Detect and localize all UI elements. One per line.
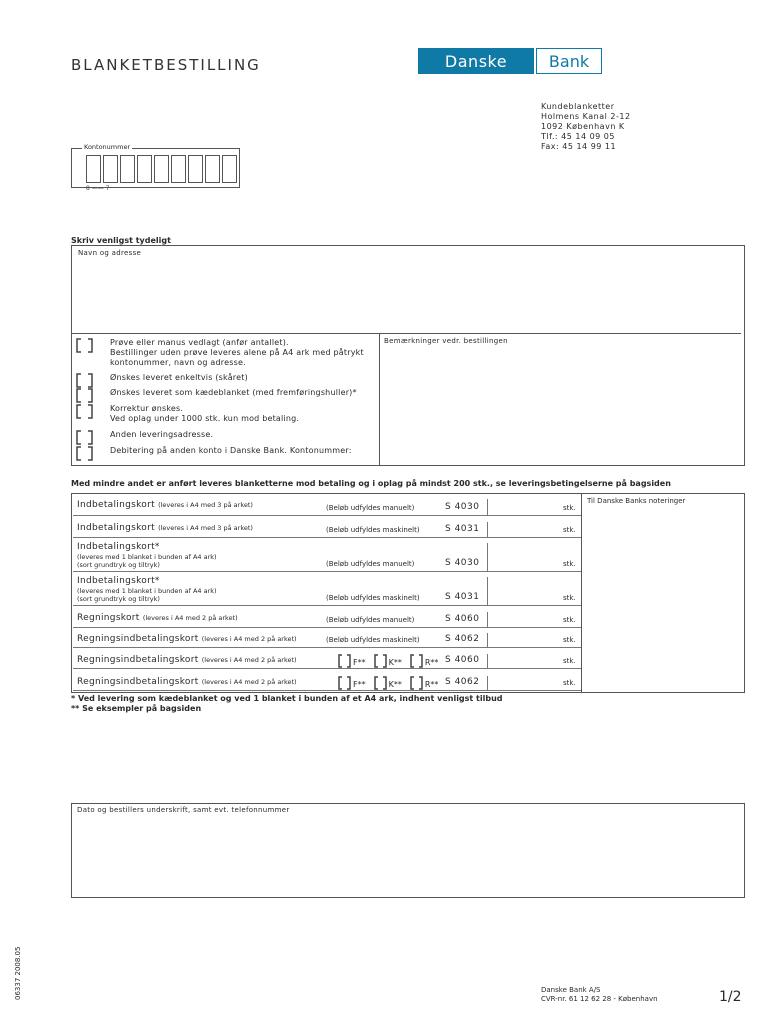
quantity-field[interactable] bbox=[488, 520, 558, 537]
page-title: BLANKETBESTILLING bbox=[71, 56, 261, 74]
row-underline bbox=[73, 537, 581, 538]
row-method: (Beløb udfyldes manuelt) bbox=[326, 560, 415, 568]
logo-danske: Danske bbox=[418, 48, 534, 74]
bracket-checkbox-icon bbox=[410, 654, 423, 668]
account-digit-box[interactable] bbox=[103, 155, 118, 183]
footnote: * Ved levering som kædeblanket og ved 1 blanket i bunden af et A4 ark, indhent venligst tilbud bbox=[71, 694, 503, 703]
row-product-detail: (sort grundtryk og tiltryk) bbox=[77, 595, 160, 603]
divider bbox=[581, 493, 582, 693]
row-unit: stk. bbox=[563, 657, 576, 665]
option-text: Korrektur ønskes. bbox=[110, 404, 184, 413]
row-underline bbox=[73, 690, 581, 691]
delivery-notice: Med mindre andet er anført leveres blanketterne mod betaling og i oplag på mindst 200 stk., se leveringsbetingelserne på bagsiden bbox=[71, 479, 671, 488]
row-product-name: Indbetalingskort bbox=[77, 500, 155, 510]
option-text: Ønskes leveret som kædeblanket (med fremføringshuller)* bbox=[110, 388, 357, 397]
row-product bbox=[77, 542, 160, 552]
row-method: (Beløb udfyldes manuelt) bbox=[326, 504, 415, 512]
row-product-name: Indbetalingskort* bbox=[77, 576, 160, 586]
row-product-detail: (leveres med 1 blanket i bunden af A4 ark) bbox=[77, 587, 217, 595]
row-product bbox=[77, 523, 253, 533]
address-line: 1092 København K bbox=[541, 122, 625, 131]
quantity-field[interactable] bbox=[488, 631, 558, 647]
quantity-field[interactable] bbox=[488, 573, 558, 605]
row-unit: stk. bbox=[563, 594, 576, 602]
bracket-checkbox-icon bbox=[410, 676, 423, 690]
row-product-detail: (sort grundtryk og tiltryk) bbox=[77, 561, 160, 569]
row-product-name: Indbetalingskort* bbox=[77, 542, 160, 552]
fkr-label: F** bbox=[353, 657, 366, 667]
quantity-field[interactable] bbox=[488, 497, 558, 515]
row-product bbox=[77, 677, 297, 687]
name-address-label: Navn og adresse bbox=[78, 249, 142, 257]
row-product-note: (leveres i A4 med 2 på arket) bbox=[201, 635, 297, 643]
account-scale: 8 —— 7 bbox=[86, 185, 110, 192]
address-line: Tlf.: 45 14 09 05 bbox=[541, 132, 615, 141]
bracket-checkbox-icon bbox=[76, 430, 93, 445]
page-number: 1/2 bbox=[719, 989, 742, 1005]
row-product-name: Regningskort bbox=[77, 613, 140, 623]
row-code: S 4062 bbox=[445, 634, 480, 644]
table-row bbox=[73, 520, 581, 537]
row-unit: stk. bbox=[563, 636, 576, 644]
table-row bbox=[73, 674, 581, 690]
row-method: (Beløb udfyldes maskinelt) bbox=[326, 526, 420, 534]
option-text: Ved oplag under 1000 stk. kun mod betaling. bbox=[110, 414, 300, 423]
bracket-checkbox-icon bbox=[76, 446, 93, 461]
account-digit-box[interactable] bbox=[188, 155, 203, 183]
row-unit: stk. bbox=[563, 679, 576, 687]
row-product-note: (leveres i A4 med 2 på arket) bbox=[201, 678, 297, 686]
bracket-checkbox-icon bbox=[76, 373, 93, 388]
row-method: (Beløb udfyldes maskinelt) bbox=[326, 594, 420, 602]
row-product bbox=[77, 613, 238, 623]
option-checkbox[interactable] bbox=[76, 404, 93, 423]
option-text: kontonummer, navn og adresse. bbox=[110, 358, 246, 367]
account-number-label: Kontonummer bbox=[84, 143, 131, 151]
row-product-note: (leveres i A4 med 3 på arket) bbox=[158, 524, 253, 532]
bracket-checkbox-icon bbox=[338, 676, 351, 690]
row-code: S 4030 bbox=[445, 558, 480, 568]
bracket-checkbox-icon bbox=[338, 654, 351, 668]
row-method: (Beløb udfyldes maskinelt) bbox=[326, 636, 420, 644]
row-product-name: Regningsindbetalingskort bbox=[77, 634, 199, 644]
row-underline bbox=[73, 605, 581, 606]
footer-cvr: CVR-nr. 61 12 62 28 - København bbox=[541, 995, 658, 1003]
remarks-label: Bemærkninger vedr. bestillingen bbox=[384, 337, 508, 345]
row-code: S 4060 bbox=[445, 655, 480, 665]
write-clearly-label: Skriv venligst tydeligt bbox=[71, 236, 171, 245]
row-product bbox=[77, 634, 297, 644]
row-product bbox=[77, 576, 160, 586]
row-underline bbox=[73, 647, 581, 648]
account-digit-box[interactable] bbox=[137, 155, 152, 183]
quantity-field[interactable] bbox=[488, 610, 558, 627]
address-line: Kundeblanketter bbox=[541, 102, 615, 111]
row-code: S 4030 bbox=[445, 502, 480, 512]
bracket-checkbox-icon bbox=[76, 388, 93, 403]
fkr-label: R** bbox=[424, 657, 439, 667]
option-checkbox[interactable] bbox=[76, 338, 93, 357]
row-underline bbox=[73, 668, 581, 669]
fkr-label: K** bbox=[388, 657, 402, 667]
row-product bbox=[77, 500, 253, 510]
account-digit-box[interactable] bbox=[86, 155, 101, 183]
table-row bbox=[73, 631, 581, 647]
row-unit: stk. bbox=[563, 616, 576, 624]
row-underline bbox=[73, 627, 581, 628]
row-code: S 4062 bbox=[445, 677, 480, 687]
bracket-checkbox-icon bbox=[76, 404, 93, 419]
row-code: S 4060 bbox=[445, 614, 480, 624]
signature-field[interactable] bbox=[71, 803, 745, 898]
quantity-field[interactable] bbox=[488, 652, 558, 668]
row-product-note: (leveres i A4 med 2 på arket) bbox=[201, 656, 297, 664]
account-digit-box[interactable] bbox=[222, 155, 237, 183]
bracket-checkbox-icon bbox=[374, 676, 387, 690]
fkr-label: K** bbox=[388, 679, 402, 689]
signature-label: Dato og bestillers underskrift, samt evt. telefonnummer bbox=[77, 806, 290, 814]
table-row bbox=[73, 539, 581, 571]
row-underline bbox=[73, 571, 581, 572]
row-unit: stk. bbox=[563, 560, 576, 568]
row-product-note: (leveres i A4 med 2 på arket) bbox=[142, 614, 238, 622]
option-text: Anden leveringsadresse. bbox=[110, 430, 214, 439]
fkr-label: F** bbox=[353, 679, 366, 689]
table-row bbox=[73, 573, 581, 605]
logo-bank: Bank bbox=[536, 48, 602, 74]
account-digit-box[interactable] bbox=[171, 155, 186, 183]
row-underline bbox=[73, 515, 581, 516]
divider bbox=[379, 333, 380, 465]
fkr-label: R** bbox=[424, 679, 439, 689]
option-text: Prøve eller manus vedlagt (anfør antallet). bbox=[110, 338, 289, 347]
account-digit-box[interactable] bbox=[120, 155, 135, 183]
row-method: (Beløb udfyldes manuelt) bbox=[326, 616, 415, 624]
row-code: S 4031 bbox=[445, 524, 480, 534]
option-text: Ønskes leveret enkeltvis (skåret) bbox=[110, 373, 248, 382]
footnotes bbox=[71, 694, 503, 714]
option-text: Debitering på anden konto i Danske Bank. Kontonummer: bbox=[110, 446, 352, 455]
row-code: S 4031 bbox=[445, 592, 480, 602]
row-product-name: Regningsindbetalingskort bbox=[77, 677, 199, 687]
bracket-checkbox-icon bbox=[374, 654, 387, 668]
option-checkbox[interactable] bbox=[76, 446, 93, 465]
address-line: Fax: 45 14 99 11 bbox=[541, 142, 617, 151]
row-unit: stk. bbox=[563, 504, 576, 512]
row-product-name: Indbetalingskort bbox=[77, 523, 155, 533]
account-digit-box[interactable] bbox=[205, 155, 220, 183]
row-product-note: (leveres i A4 med 3 på arket) bbox=[158, 501, 253, 509]
footer-company: Danske Bank A/S bbox=[541, 986, 601, 994]
row-product bbox=[77, 655, 297, 665]
row-product-name: Regningsindbetalingskort bbox=[77, 655, 199, 665]
footer bbox=[541, 986, 658, 1004]
form-code: 06337 2008.05 bbox=[14, 946, 22, 1000]
quantity-field[interactable] bbox=[488, 539, 558, 571]
account-digit-box[interactable] bbox=[154, 155, 169, 183]
option-text: Bestillinger uden prøve leveres alene på A4 ark med påtrykt bbox=[110, 348, 364, 357]
table-row bbox=[73, 497, 581, 515]
divider bbox=[71, 333, 741, 334]
table-row bbox=[73, 610, 581, 627]
bracket-checkbox-icon bbox=[76, 338, 93, 353]
row-unit: stk. bbox=[563, 526, 576, 534]
danske-bank-logo bbox=[418, 48, 602, 74]
table-row bbox=[73, 652, 581, 668]
account-number-boxes bbox=[86, 155, 237, 183]
address-line: Holmens Kanal 2-12 bbox=[541, 112, 631, 121]
footnote: ** Se eksempler på bagsiden bbox=[71, 704, 202, 713]
bank-address bbox=[541, 102, 631, 152]
quantity-field[interactable] bbox=[488, 674, 558, 690]
bank-notes-label: Til Danske Banks noteringer bbox=[587, 497, 686, 505]
row-product-detail: (leveres med 1 blanket i bunden af A4 ark) bbox=[77, 553, 217, 561]
